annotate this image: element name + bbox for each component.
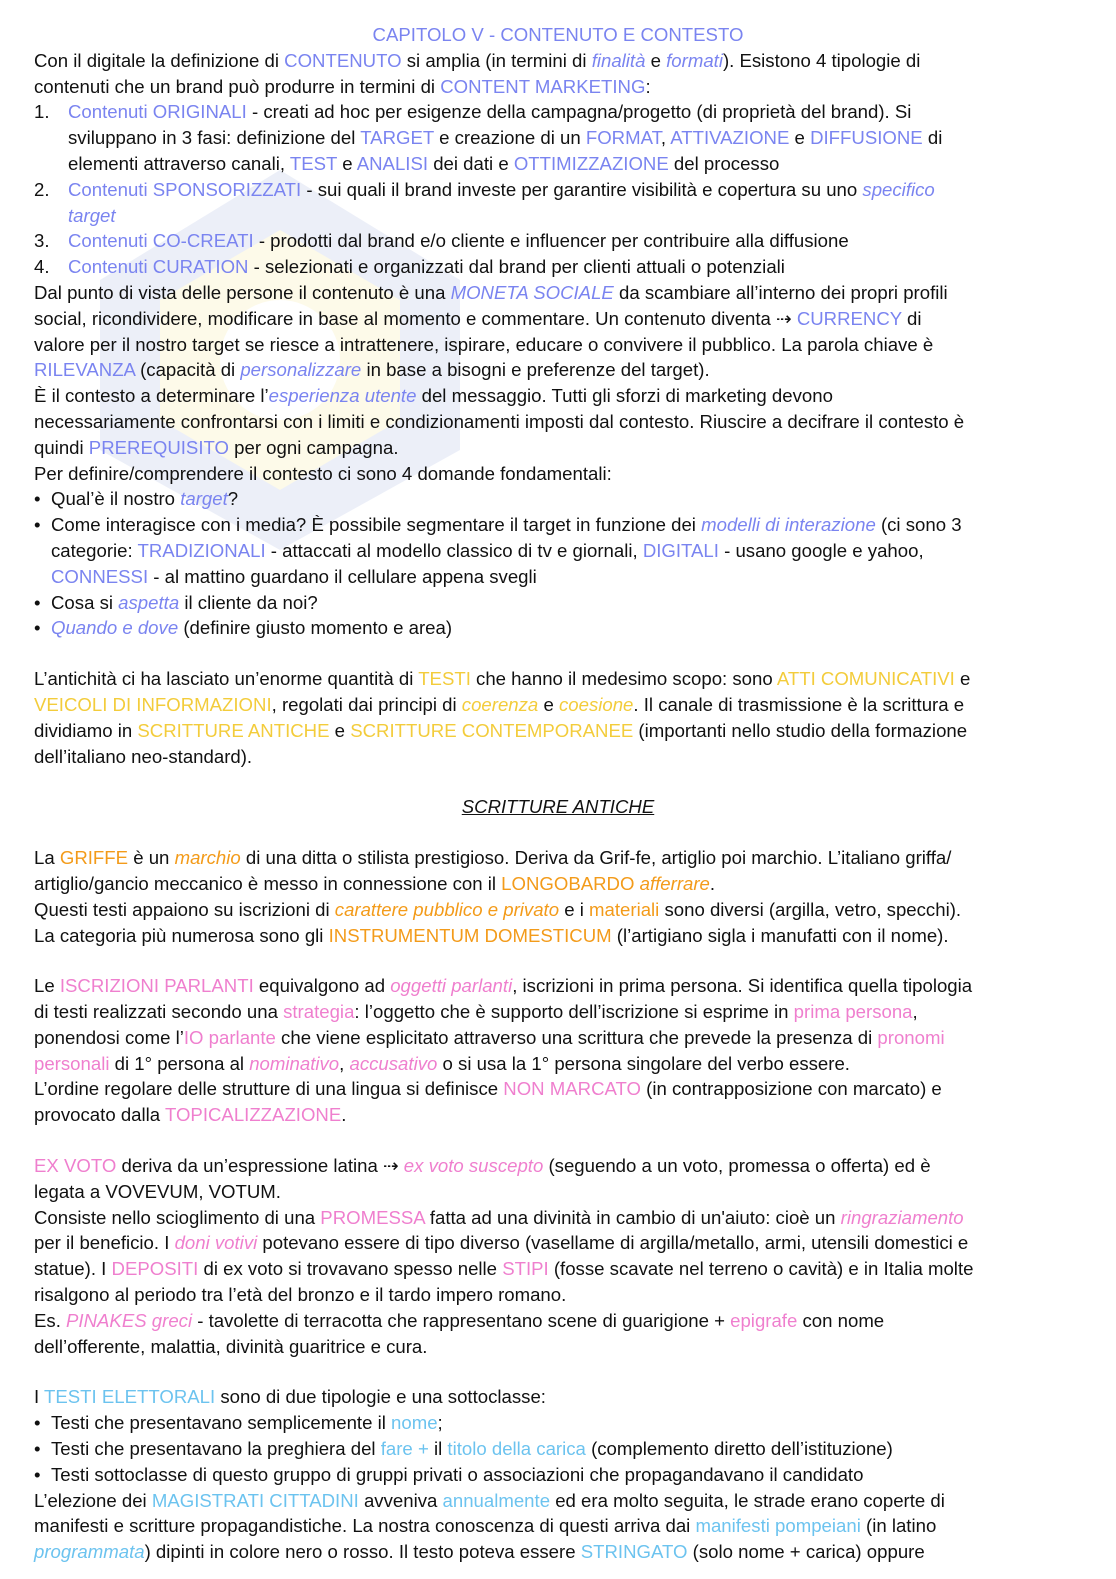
text-run: di 1° persona al — [109, 1052, 250, 1074]
text-run: e — [789, 127, 811, 149]
bullet-item — [34, 512, 1082, 538]
bullet-item — [34, 1436, 1082, 1462]
text-run: ; — [437, 1412, 443, 1434]
list-item — [34, 254, 1082, 280]
text-run: afferrare — [639, 872, 710, 894]
text-run: coesione — [558, 693, 634, 715]
text-run: IO parlante — [183, 1026, 276, 1048]
text-run: strategia — [283, 1001, 355, 1023]
text-run: MAGISTRATI CITTADINI — [151, 1489, 359, 1511]
paragraph-exvoto-line — [34, 1230, 1082, 1256]
bullet-item — [34, 1462, 1082, 1488]
text-run: che hanno il medesimo scopo: sono — [470, 668, 777, 690]
text-run: • — [34, 488, 41, 510]
text-run: Quando e dove — [51, 617, 179, 639]
text-run: (importanti nello studio della formazione — [633, 719, 968, 741]
text-run: , — [660, 127, 671, 149]
text-run: (in contrapposizione con marcato) e — [641, 1078, 942, 1100]
text-run: e — [954, 668, 971, 690]
text-run: DIGITALI — [642, 539, 719, 561]
text-run: Questi testi appaiono su iscrizioni di — [34, 898, 335, 920]
text-run: STIPI — [502, 1258, 549, 1280]
list-item — [34, 99, 1082, 125]
text-run: di testi realizzati secondo una — [34, 1001, 284, 1023]
paragraph-griffe-line — [34, 871, 1082, 897]
text-run: L’ordine regolare delle strutture di una lingua si definisce — [34, 1078, 504, 1100]
text-run: DIFFUSIONE — [810, 127, 923, 149]
text-run: doni votivi — [174, 1232, 258, 1254]
text-run: ANALISI — [356, 152, 429, 174]
text-run: ? — [227, 488, 239, 510]
text-run: in base a bisogni e preferenze del target). — [361, 359, 710, 381]
text-run: finalità — [591, 49, 646, 71]
text-run: . Il canale di trasmissione è la scrittura e — [633, 693, 965, 715]
paragraph-exvoto-line — [34, 1179, 1082, 1205]
text-run: Es. — [34, 1309, 67, 1331]
text-run: , — [912, 1001, 918, 1023]
text-run: • — [34, 1463, 41, 1485]
text-run: EX VOTO — [34, 1155, 117, 1177]
text-run: CURRENCY — [796, 307, 902, 329]
text-run: valore per il nostro target se riesce a intrattenere, ispirare, educare o convivere il pubblico. La parola chiave è — [34, 333, 934, 355]
text-run: risalgono al periodo tra l’età del bronzo e il tardo impero romano. — [34, 1284, 567, 1306]
text-run: È il contesto a determinare l’ — [34, 385, 269, 407]
text-run: DEPOSITI — [111, 1258, 199, 1280]
text-run: statue). I — [34, 1258, 112, 1280]
paragraph-griffe-line — [34, 845, 1082, 871]
text-run: (fosse scavate nel terreno o cavità) e in Italia molte — [548, 1258, 974, 1280]
paragraph-exvoto-line — [34, 1308, 1082, 1334]
paragraph-griffe-line — [34, 923, 1082, 949]
text-run: formati — [666, 49, 723, 71]
text-run: LONGOBARDO — [501, 872, 635, 894]
paragraph-exvoto-line — [34, 1334, 1082, 1360]
list-item — [34, 177, 1082, 203]
text-run: 3. — [34, 230, 50, 252]
text-run: prima persona — [793, 1001, 913, 1023]
text-run: . — [341, 1104, 347, 1126]
text-run: artiglio/gancio meccanico è messo in connessione con il — [34, 872, 502, 894]
text-run: (ci sono 3 — [875, 514, 962, 536]
text-run: 4. — [34, 256, 50, 278]
text-run: manifesti pompeiani — [695, 1515, 861, 1537]
text-run: VEICOLI DI INFORMAZIONI — [34, 693, 272, 715]
text-run: marchio — [174, 847, 241, 869]
text-run: sono di due tipologie e una sottoclasse: — [215, 1386, 546, 1408]
text-run: Qual’è il nostro — [51, 488, 181, 510]
document-body — [34, 22, 1082, 1565]
text-run: ringraziamento — [840, 1206, 964, 1228]
text-run: , iscrizioni in prima persona. Si identifica quella tipologia — [512, 975, 973, 997]
text-run: - tavolette di terracotta che rappresentano scene di guarigione + — [192, 1309, 731, 1331]
paragraph-currency-line — [34, 357, 1082, 383]
text-run: - al mattino guardano il cellulare appena svegli — [148, 565, 537, 587]
text-run: dell’italiano neo-standard). — [34, 745, 253, 767]
text-run: (capacità di — [134, 359, 241, 381]
text-run: • — [34, 591, 41, 613]
list-item-continuation — [34, 125, 1082, 151]
paragraph-currency-line — [34, 306, 1082, 332]
text-run: - sui quali il brand investe per garantire visibilità e copertura su uno — [301, 178, 863, 200]
text-run: Testi sottoclasse di questo gruppo di gruppi privati o associazioni che propagandavano il candidato — [51, 1463, 864, 1485]
text-run: contenuti che un brand può produrre in termini di — [34, 75, 441, 97]
text-run: ponendosi come l’ — [34, 1026, 184, 1048]
text-run: RILEVANZA — [34, 359, 135, 381]
text-run: L’elezione dei — [34, 1489, 152, 1511]
text-run: . — [709, 872, 716, 894]
text-run: si amplia (in termini di — [401, 49, 592, 71]
paragraph-context-line — [34, 409, 1082, 435]
text-run: Contenuti ORIGINALI — [68, 101, 247, 123]
text-run: epigrafe — [730, 1309, 798, 1331]
text-run: titolo della carica — [447, 1438, 586, 1460]
text-run: : l’oggetto che è supporto dell’iscrizione si esprime in — [354, 1001, 794, 1023]
text-run: e — [337, 152, 357, 174]
text-run: NON MARCATO — [503, 1078, 642, 1100]
text-run: da scambiare all’interno dei propri profili — [613, 281, 948, 303]
text-run: sono diversi (argilla, vetro, specchi). — [659, 898, 962, 920]
text-run: Consiste nello scioglimento di una — [34, 1206, 321, 1228]
text-run: social, ricondividere, modificare in base al momento e commentare. Un contenuto diventa ⇢ — [34, 307, 797, 329]
paragraph-context-line — [34, 383, 1082, 409]
text-run: GRIFFE — [59, 847, 129, 869]
bullet-item — [34, 486, 1082, 512]
text-run: PINAKES greci — [66, 1309, 193, 1331]
bullet-item — [34, 615, 1082, 641]
text-run: ) dipinti in colore nero o rosso. Il testo poteva essere — [144, 1541, 581, 1563]
text-run: equivalgono ad — [253, 975, 391, 997]
text-run: coerenza — [461, 693, 539, 715]
bullet-item — [34, 1410, 1082, 1436]
text-run: INSTRUMENTUM DOMESTICUM — [328, 924, 612, 946]
text-run: annualmente — [442, 1489, 551, 1511]
text-run: fare + — [380, 1438, 429, 1460]
text-run: ATTIVAZIONE — [670, 127, 790, 149]
text-run: ATTI COMUNICATIVI — [776, 668, 955, 690]
text-run: La — [34, 847, 60, 869]
text-run: Cosa si — [51, 591, 119, 613]
text-run: , — [339, 1052, 350, 1074]
text-run: PREREQUISITO — [88, 436, 229, 458]
text-run: Testi che presentavano la preghiera del — [51, 1438, 381, 1460]
text-run: CONNESSI — [51, 565, 149, 587]
text-run: TESTI ELETTORALI — [44, 1386, 216, 1408]
text-run: che viene esplicitato attraverso una scrittura che prevede la presenza di — [275, 1026, 878, 1048]
section-title: SCRITTURE ANTICHE — [461, 796, 655, 818]
paragraph-inscriptions-line — [34, 1025, 1082, 1051]
text-run: (l’artigiano sigla i manufatti con il nome). — [611, 924, 949, 946]
text-run: personali — [34, 1052, 110, 1074]
text-run: e — [645, 49, 667, 71]
paragraph-texts-line — [34, 744, 1082, 770]
text-run: con nome — [797, 1309, 885, 1331]
paragraph-exvoto-line — [34, 1205, 1082, 1231]
text-run: TESTI — [418, 668, 471, 690]
text-run: Testi che presentavano semplicemente il — [51, 1412, 392, 1434]
text-run: • — [34, 1412, 41, 1434]
text-run: 2. — [34, 178, 50, 200]
text-run: pronomi — [877, 1026, 945, 1048]
text-run: - creati ad hoc per esigenze della campagna/progetto (di proprietà del brand). Si — [246, 101, 912, 123]
text-run: ed era molto seguita, le strade erano coperte di — [550, 1489, 945, 1511]
text-run: sviluppano in 3 fasi: definizione del — [68, 127, 361, 149]
text-run: per ogni campagna. — [228, 436, 399, 458]
text-run: Dal punto di vista delle persone il contenuto è una — [34, 281, 451, 303]
paragraph-electoral-intro — [34, 1384, 1082, 1410]
text-run: deriva da un’espressione latina ⇢ — [116, 1155, 404, 1177]
text-run: FORMAT — [585, 127, 661, 149]
text-run: e — [538, 693, 559, 715]
text-run: per il beneficio. I — [34, 1232, 175, 1254]
text-run: manifesti e scritture propagandistiche. La nostra conoscenza di questi arriva dai — [34, 1515, 696, 1537]
text-run: CONTENT MARKETING — [440, 75, 646, 97]
text-run: TEST — [289, 152, 338, 174]
list-item — [34, 228, 1082, 254]
text-run: il cliente da noi? — [179, 591, 318, 613]
text-run: (in latino — [860, 1515, 937, 1537]
text-run: • — [34, 1438, 41, 1460]
paragraph-magistrates-line — [34, 1488, 1082, 1514]
text-run: I — [34, 1386, 44, 1408]
paragraph-context-line — [34, 435, 1082, 461]
text-run: L’antichità ci ha lasciato un’enorme quantità di — [34, 668, 419, 690]
text-run: ISCRIZIONI PARLANTI — [59, 975, 254, 997]
text-run: personalizzare — [240, 359, 362, 381]
text-run: - attaccati al modello classico di tv e giornali, — [265, 539, 643, 561]
text-run: elementi attraverso canali, — [68, 152, 290, 174]
text-run: e i — [559, 898, 590, 920]
paragraph-griffe-line — [34, 897, 1082, 923]
paragraph-inscriptions-line — [34, 1051, 1082, 1077]
text-run: target — [68, 204, 116, 226]
text-run: SCRITTURE CONTEMPORANEE — [350, 719, 634, 741]
text-run: - selezionati e organizzati dal brand per clienti attuali o potenziali — [248, 256, 785, 278]
paragraph-inscriptions-line — [34, 1102, 1082, 1128]
paragraph-inscriptions-line — [34, 999, 1082, 1025]
text-run: • — [34, 514, 41, 536]
text-run: Contenuti SPONSORIZZATI — [68, 178, 302, 200]
text-run: Come interagisce con i media? È possibile segmentare il target in funzione dei — [51, 514, 702, 536]
paragraph-exvoto-line — [34, 1256, 1082, 1282]
text-run: nome — [391, 1412, 438, 1434]
text-run: dei dati e — [428, 152, 514, 174]
text-run: Contenuti CURATION — [68, 256, 249, 278]
paragraph-texts-line — [34, 666, 1082, 692]
text-run: ex voto suscepto — [403, 1155, 544, 1177]
text-run: e — [329, 719, 351, 741]
text-run: legata a VOVEVUM, VOTUM. — [34, 1180, 281, 1202]
text-run: • — [34, 617, 41, 639]
text-run: di — [901, 307, 922, 329]
text-run: (seguendo a un voto, promessa o offerta) ed è — [543, 1155, 931, 1177]
text-run: Con il digitale la definizione di — [34, 49, 285, 71]
text-run: quindi — [34, 436, 89, 458]
text-run: modelli di interazione — [701, 514, 876, 536]
chapter-title: CAPITOLO V - CONTENUTO E CONTESTO — [372, 24, 744, 45]
paragraph-exvoto-line — [34, 1153, 1082, 1179]
bullet-item-continuation — [34, 538, 1082, 564]
text-run: del processo — [668, 152, 780, 174]
text-run: STRINGATO — [580, 1541, 688, 1563]
text-run: di ex voto si trovavano spesso nelle — [198, 1258, 503, 1280]
text-run: TOPICALIZZAZIONE — [164, 1104, 342, 1126]
text-run: o si usa la 1° persona singolare del verbo essere. — [437, 1052, 850, 1074]
text-run: (definire giusto momento e area) — [178, 617, 453, 639]
text-run: MONETA SOCIALE — [450, 281, 614, 303]
bullet-item-continuation — [34, 564, 1082, 590]
text-run: 1. — [34, 101, 50, 123]
paragraph-questions-intro: Per definire/comprendere il contesto ci sono 4 domande fondamentali: — [34, 462, 612, 484]
text-run: programmata — [34, 1541, 145, 1563]
text-run: - usano google e yahoo, — [718, 539, 924, 561]
text-run: nominativo — [249, 1052, 340, 1074]
paragraph-inscriptions-line — [34, 973, 1082, 999]
text-run: materiali — [589, 898, 660, 920]
paragraph-magistrates-line — [34, 1513, 1082, 1539]
paragraph-content-line — [34, 48, 1082, 74]
text-run: di una ditta o stilista prestigioso. Deriva da Grif-fe, artiglio poi marchio. L’italiano griffa/ — [240, 847, 952, 869]
text-run: specifico — [862, 178, 935, 200]
paragraph-currency-line — [34, 280, 1082, 306]
text-run: è un — [128, 847, 175, 869]
text-run: TRADIZIONALI — [137, 539, 266, 561]
text-run: (complemento diretto dell’istituzione) — [585, 1438, 893, 1460]
paragraph-content-line — [34, 74, 1082, 100]
text-run: accusativo — [349, 1052, 438, 1074]
text-run: categorie: — [51, 539, 138, 561]
text-run: CONTENUTO — [284, 49, 402, 71]
text-run: del messaggio. Tutti gli sforzi di marketing devono — [416, 385, 833, 407]
text-run: target — [180, 488, 228, 510]
text-run: (solo nome + carica) oppure — [687, 1541, 925, 1563]
text-run: Le — [34, 975, 60, 997]
text-run: avveniva — [358, 1489, 443, 1511]
text-run: di — [922, 127, 943, 149]
text-run: dell’offerente, malattia, divinità guaritrice e cura. — [34, 1335, 428, 1357]
text-run: provocato dalla — [34, 1104, 165, 1126]
text-run: PROMESSA — [320, 1206, 425, 1228]
text-run: carattere pubblico e privato — [334, 898, 560, 920]
text-run: oggetti parlanti — [390, 975, 513, 997]
text-run: SCRITTURE ANTICHE — [137, 719, 330, 741]
paragraph-currency-line — [34, 332, 1082, 358]
text-run: esperienza utente — [268, 385, 417, 407]
paragraph-exvoto-line — [34, 1282, 1082, 1308]
paragraph-texts-line — [34, 692, 1082, 718]
text-run: La categoria più numerosa sono gli — [34, 924, 329, 946]
text-run: e creazione di un — [433, 127, 586, 149]
text-run: potevano essere di tipo diverso (vasellame di argilla/metallo, armi, utensili domestici e — [257, 1232, 969, 1254]
text-run: Contenuti CO-CREATI — [68, 230, 254, 252]
list-item-continuation — [34, 203, 1082, 229]
paragraph-texts-line — [34, 718, 1082, 744]
text-run: dividiamo in — [34, 719, 138, 741]
bullet-item — [34, 590, 1082, 616]
text-run: fatta ad una divinità in cambio di un'aiuto: cioè un — [424, 1206, 841, 1228]
text-run: : — [645, 75, 651, 97]
text-run: necessariamente confrontarsi con i limiti e condizionamenti imposti dal contesto. Riuscire a decifrare il contesto è — [34, 410, 965, 432]
text-run: il — [428, 1438, 448, 1460]
text-run: TARGET — [360, 127, 434, 149]
text-run: aspetta — [118, 591, 180, 613]
paragraph-inscriptions-line — [34, 1076, 1082, 1102]
list-item-continuation — [34, 151, 1082, 177]
text-run: , regolati dai principi di — [271, 693, 462, 715]
paragraph-magistrates-line — [34, 1539, 1082, 1565]
text-run: OTTIMIZZAZIONE — [513, 152, 669, 174]
text-run: ). Esistono 4 tipologie di — [722, 49, 921, 71]
text-run: - prodotti dal brand e/o cliente e influencer per contribuire alla diffusione — [253, 230, 849, 252]
